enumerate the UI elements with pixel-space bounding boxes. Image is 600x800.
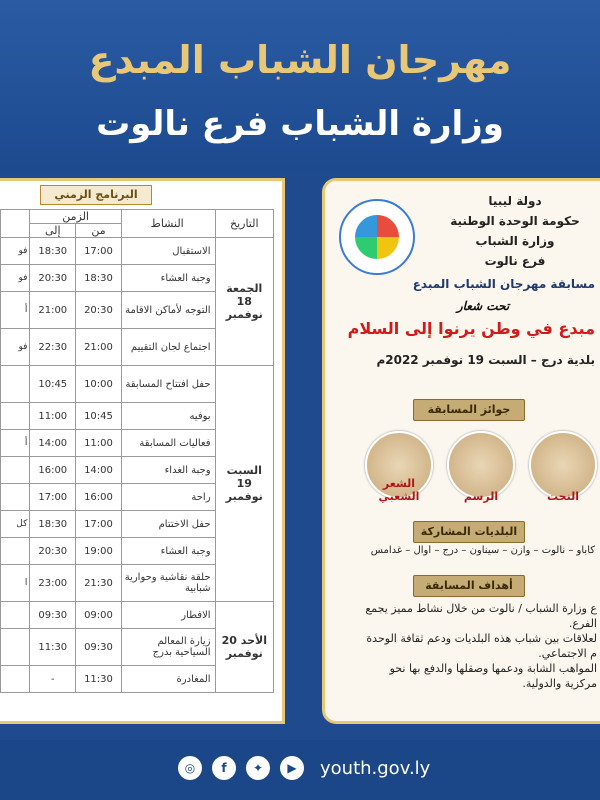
activity-cell: الافطار <box>121 602 215 629</box>
state-line: حكومة الوحدة الوطنية <box>450 214 580 228</box>
table-row <box>1 238 274 265</box>
extra-cell <box>1 366 30 403</box>
day-cell: الجمعة 18 نوفمبر <box>215 238 273 366</box>
extra-cell <box>1 538 30 565</box>
activity-cell: وجبة العشاء <box>121 265 215 292</box>
from-cell: 10:00 <box>76 366 122 403</box>
to-cell: 20:30 <box>30 538 76 565</box>
from-cell: 10:45 <box>76 403 122 430</box>
state-line: وزارة الشباب <box>475 234 555 248</box>
col-time: الزمن <box>30 210 121 224</box>
activity-cell: حفل افتتاح المسابقة <box>121 366 215 403</box>
goal-line: المواهب الشابة ودعمها وصقلها والدفع بها نحو <box>389 662 597 675</box>
to-cell: 22:30 <box>30 329 76 366</box>
extra-cell <box>1 403 30 430</box>
to-cell: 17:00 <box>30 484 76 511</box>
activity-cell: زيارة المعالم السياحية بدرج <box>121 629 215 666</box>
slogan: مبدع في وطن يرنوا إلى السلام <box>347 319 595 338</box>
footer-bar <box>0 740 600 800</box>
category-circle <box>529 431 597 503</box>
extra-cell: كل <box>1 511 30 538</box>
to-cell: 10:45 <box>30 366 76 403</box>
under-slogan: تحت شعار <box>456 299 510 313</box>
col-activity: النشاط <box>121 210 215 238</box>
municipalities-list: كاباو – نالوت – وازن – سيناون – درج – أوال – غدامس <box>370 545 595 556</box>
from-cell: 16:00 <box>76 484 122 511</box>
category-circles <box>325 431 600 501</box>
activity-cell: حلقة نقاشية وحوارية شبابية <box>121 565 215 602</box>
goal-line: م الاجتماعي. <box>538 647 597 660</box>
twitter-icon[interactable]: ✦ <box>246 756 270 780</box>
youtube-icon[interactable]: ▶ <box>280 756 304 780</box>
extra-cell: ا <box>1 565 30 602</box>
activity-cell: راحة <box>121 484 215 511</box>
category-circle <box>447 431 515 503</box>
schedule-panel <box>0 178 285 724</box>
to-cell: 18:30 <box>30 511 76 538</box>
col-to: إلى <box>30 224 76 238</box>
to-cell: 11:00 <box>30 403 76 430</box>
activity-cell: الاستقبال <box>121 238 215 265</box>
from-cell: 20:30 <box>76 292 122 329</box>
goal-line: لعلاقات بين شباب هذه البلديات ودعم ثقافة الوحدة <box>366 632 597 645</box>
extra-cell <box>1 602 30 629</box>
to-cell: 09:30 <box>30 602 76 629</box>
extra-cell: أ <box>1 292 30 329</box>
from-cell: 11:00 <box>76 430 122 457</box>
to-cell: 20:30 <box>30 265 76 292</box>
from-cell: 18:30 <box>76 265 122 292</box>
activity-cell: بوفيه <box>121 403 215 430</box>
from-cell: 19:00 <box>76 538 122 565</box>
from-cell: 17:00 <box>76 511 122 538</box>
state-header <box>435 191 595 271</box>
page-subtitle: وزارة الشباب فرع نالوت <box>96 104 504 144</box>
header-banner <box>0 0 600 170</box>
prizes-label: جوائز المسابقة <box>413 399 525 421</box>
goal-line: مركزية والدولية. <box>522 677 597 690</box>
website-url[interactable]: youth.gov.ly <box>320 758 431 779</box>
state-line: فرع نالوت <box>484 254 546 268</box>
activity-cell: المغادرة <box>121 666 215 693</box>
extra-cell: فو <box>1 329 30 366</box>
from-cell: 14:00 <box>76 457 122 484</box>
activity-cell: وجبة العشاء <box>121 538 215 565</box>
from-cell: 11:30 <box>76 666 122 693</box>
goal-line: الفرع. <box>568 617 597 630</box>
extra-cell <box>1 666 30 693</box>
from-cell: 09:00 <box>76 602 122 629</box>
category-label: الرسم <box>463 490 499 503</box>
col-from: من <box>76 224 122 238</box>
to-cell: 18:30 <box>30 238 76 265</box>
from-cell: 17:00 <box>76 238 122 265</box>
goal-line: ع وزارة الشباب / نالوت من خلال نشاط مميز يجمع <box>365 602 597 615</box>
goals-label: أهداف المسابقة <box>413 575 525 597</box>
extra-cell: فو <box>1 265 30 292</box>
extra-cell <box>1 457 30 484</box>
facebook-icon[interactable]: f <box>212 756 236 780</box>
col-date: التاريخ <box>215 210 273 238</box>
competition-title: مسابقة مهرجان الشباب المبدع <box>412 277 595 291</box>
flyer-panel <box>322 178 600 724</box>
to-cell: 11:30 <box>30 629 76 666</box>
municipalities-label: البلديات المشاركة <box>413 521 525 543</box>
activity-cell: التوجه لأماكن الاقامة <box>121 292 215 329</box>
table-row <box>1 602 274 629</box>
day-cell: السبت 19 نوفمبر <box>215 366 273 602</box>
to-cell: 21:00 <box>30 292 76 329</box>
instagram-icon[interactable]: ◎ <box>178 756 202 780</box>
state-line: دولة ليبيا <box>488 194 542 208</box>
venue-date: بلدية درج – السبت 19 نوفمبر 2022م <box>376 353 595 367</box>
extra-cell <box>1 484 30 511</box>
to-cell: - <box>30 666 76 693</box>
to-cell: 23:00 <box>30 565 76 602</box>
page-title: مهرجان الشباب المبدع <box>88 38 512 82</box>
category-circle <box>365 431 433 503</box>
day-cell: الأحد 20 نوفمبر <box>215 602 273 693</box>
social-icons <box>178 756 304 780</box>
to-cell: 14:00 <box>30 430 76 457</box>
activity-cell: اجتماع لجان التقييم <box>121 329 215 366</box>
col-extra <box>1 210 30 238</box>
activity-cell: حفل الاختتام <box>121 511 215 538</box>
goals-list <box>325 601 597 691</box>
extra-cell: فو <box>1 238 30 265</box>
activity-cell: فعاليات المسابقة <box>121 430 215 457</box>
schedule-table <box>0 209 274 693</box>
table-row <box>1 366 274 403</box>
to-cell: 16:00 <box>30 457 76 484</box>
extra-cell: أ <box>1 430 30 457</box>
category-label: النحت <box>547 490 579 503</box>
ministry-logo <box>339 199 415 275</box>
category-label: الشعر الشعبي <box>378 477 420 503</box>
from-cell: 21:00 <box>76 329 122 366</box>
schedule-heading: البرنامج الزمني <box>40 185 152 205</box>
activity-cell: وجبة الغداء <box>121 457 215 484</box>
from-cell: 09:30 <box>76 629 122 666</box>
extra-cell <box>1 629 30 666</box>
from-cell: 21:30 <box>76 565 122 602</box>
